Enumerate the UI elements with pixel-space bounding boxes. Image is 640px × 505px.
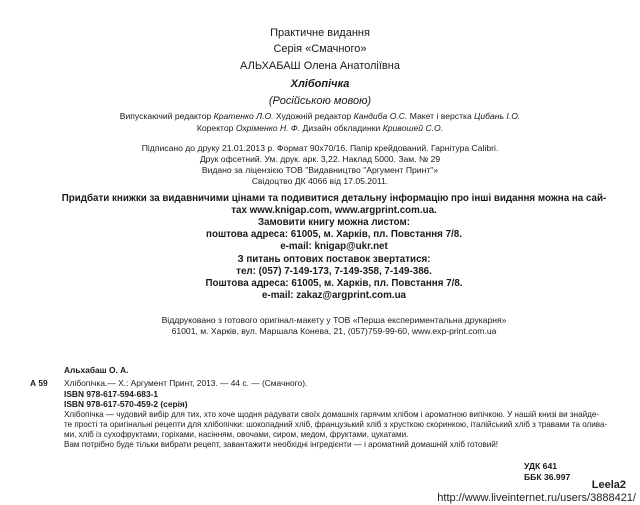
print-info-line: Свідоцтво ДК 4066 від 17.05.2011. [251, 176, 389, 186]
annotation-line: ми, хліб із сухофруктами, горіхами, насінням, овочами, сиром, медом, фруктами, цукатами. [64, 430, 409, 439]
print-info-line: Підписано до друку 21.01.2013 р. Формат 90х70/16. Папір крейдований. Гарнітура Calibri. [141, 143, 499, 153]
order-line: e-mail: knigap@ukr.net [280, 241, 388, 252]
annotation-line: те прості та оригінальні рецепти для хлібопічки: шоколадний хліб, французький хліб з хрусткою скоринкою, італійський хліб з травами та олива- [64, 420, 608, 429]
udk-code: УДК 641 [524, 461, 558, 471]
print-info-line: Видано за ліцензією ТОВ "Видавництво "Аргумент Принт"» [201, 165, 439, 175]
book-title: Хлібопічка [290, 78, 350, 90]
catalog-bibliographic-line: Хлібопічка.— Х.: Аргумент Принт, 2013. — 44 с. — (Смачного). [64, 378, 308, 388]
print-info-line: Друк офсетний. Ум. друк. арк. 3,22. Наклад 5000. Зам. № 29 [199, 154, 441, 164]
wholesale-line: тел: (057) 7-149-173, 7-149-358, 7-149-386. [236, 266, 432, 277]
catalog-author: Альхабаш О. А. [64, 365, 129, 375]
credit-label: Дизайн обкладинки [300, 123, 383, 133]
credits-line-1 [0, 111, 640, 122]
order-line: Придбати книжки за видавничими цінами та подивитися детальну інформацію про інші видання можна на сай- [61, 193, 607, 204]
series-type: Практичне видання [270, 27, 370, 39]
wholesale-line: З питань оптових поставок звертатися: [237, 254, 431, 265]
catalog-isbn: ISBN 978-617-594-683-1 [64, 389, 159, 399]
bbk-code: ББК 36.997 [524, 472, 571, 482]
credit-name: Кривошей С.О. [382, 123, 444, 133]
order-line: тах www.knigap.com, www.argprint.com.ua. [231, 205, 437, 216]
catalog-index: А 59 [30, 378, 48, 388]
signature-watermark: Leela2 [591, 479, 626, 491]
printer-line: 61001, м. Харків, вул. Маршала Конева, 21, (057)759-99-60, www.exp-print.com.ua [171, 326, 497, 336]
order-info-block [44, 193, 624, 253]
credit-label: Коректор [196, 123, 236, 133]
credit-label: Художній редактор [273, 111, 354, 121]
printer-info-block [44, 315, 624, 337]
book-language: (Російською мовою) [268, 95, 372, 107]
credit-label: Випускаючий редактор [119, 111, 214, 121]
wholesale-info-block [44, 254, 624, 302]
credit-name: Кратенко Л.О. [213, 111, 274, 121]
credit-label: Макет і верстка [407, 111, 475, 121]
wholesale-line: e-mail: zakaz@argprint.com.ua [261, 290, 407, 301]
credit-name: Цибань І.О. [474, 111, 521, 121]
order-line: поштова адреса: 61005, м. Харків, пл. Повстання 7/8. [206, 229, 462, 240]
author-name: АЛЬХАБАШ Олена Анатоліївна [240, 60, 400, 72]
series-name: Серія «Смачного» [273, 43, 367, 55]
source-url-watermark: http://www.liveinternet.ru/users/3888421/ [437, 492, 636, 504]
order-line: Замовити книгу можна листом: [257, 217, 411, 228]
credit-name: Охріменко Н. Ф. [235, 123, 301, 133]
annotation-line: Вам потрібно буде тільки вибрати рецепт, завантажити необхідні інгредієнти — і ароматний домашній хліб готовий! [64, 440, 499, 449]
printer-line: Віддруковано з готового оригінал-макету у ТОВ «Перша експериментальна друкарня» [161, 315, 507, 325]
annotation-line: Хлібопічка — чудовий вибір для тих, хто хоче щодня радувати своїх домашніх гарячим хлібом і ароматною випічкою. У нашій книзі ви знайде- [64, 410, 600, 419]
credit-name: Кандиба О.С. [353, 111, 408, 121]
wholesale-line: Поштова адреса: 61005, м. Харків, пл. Повстання 7/8. [205, 278, 463, 289]
catalog-isbn-series: ISBN 978-617-570-459-2 (серія) [64, 399, 188, 409]
credits-line-2 [0, 123, 640, 134]
